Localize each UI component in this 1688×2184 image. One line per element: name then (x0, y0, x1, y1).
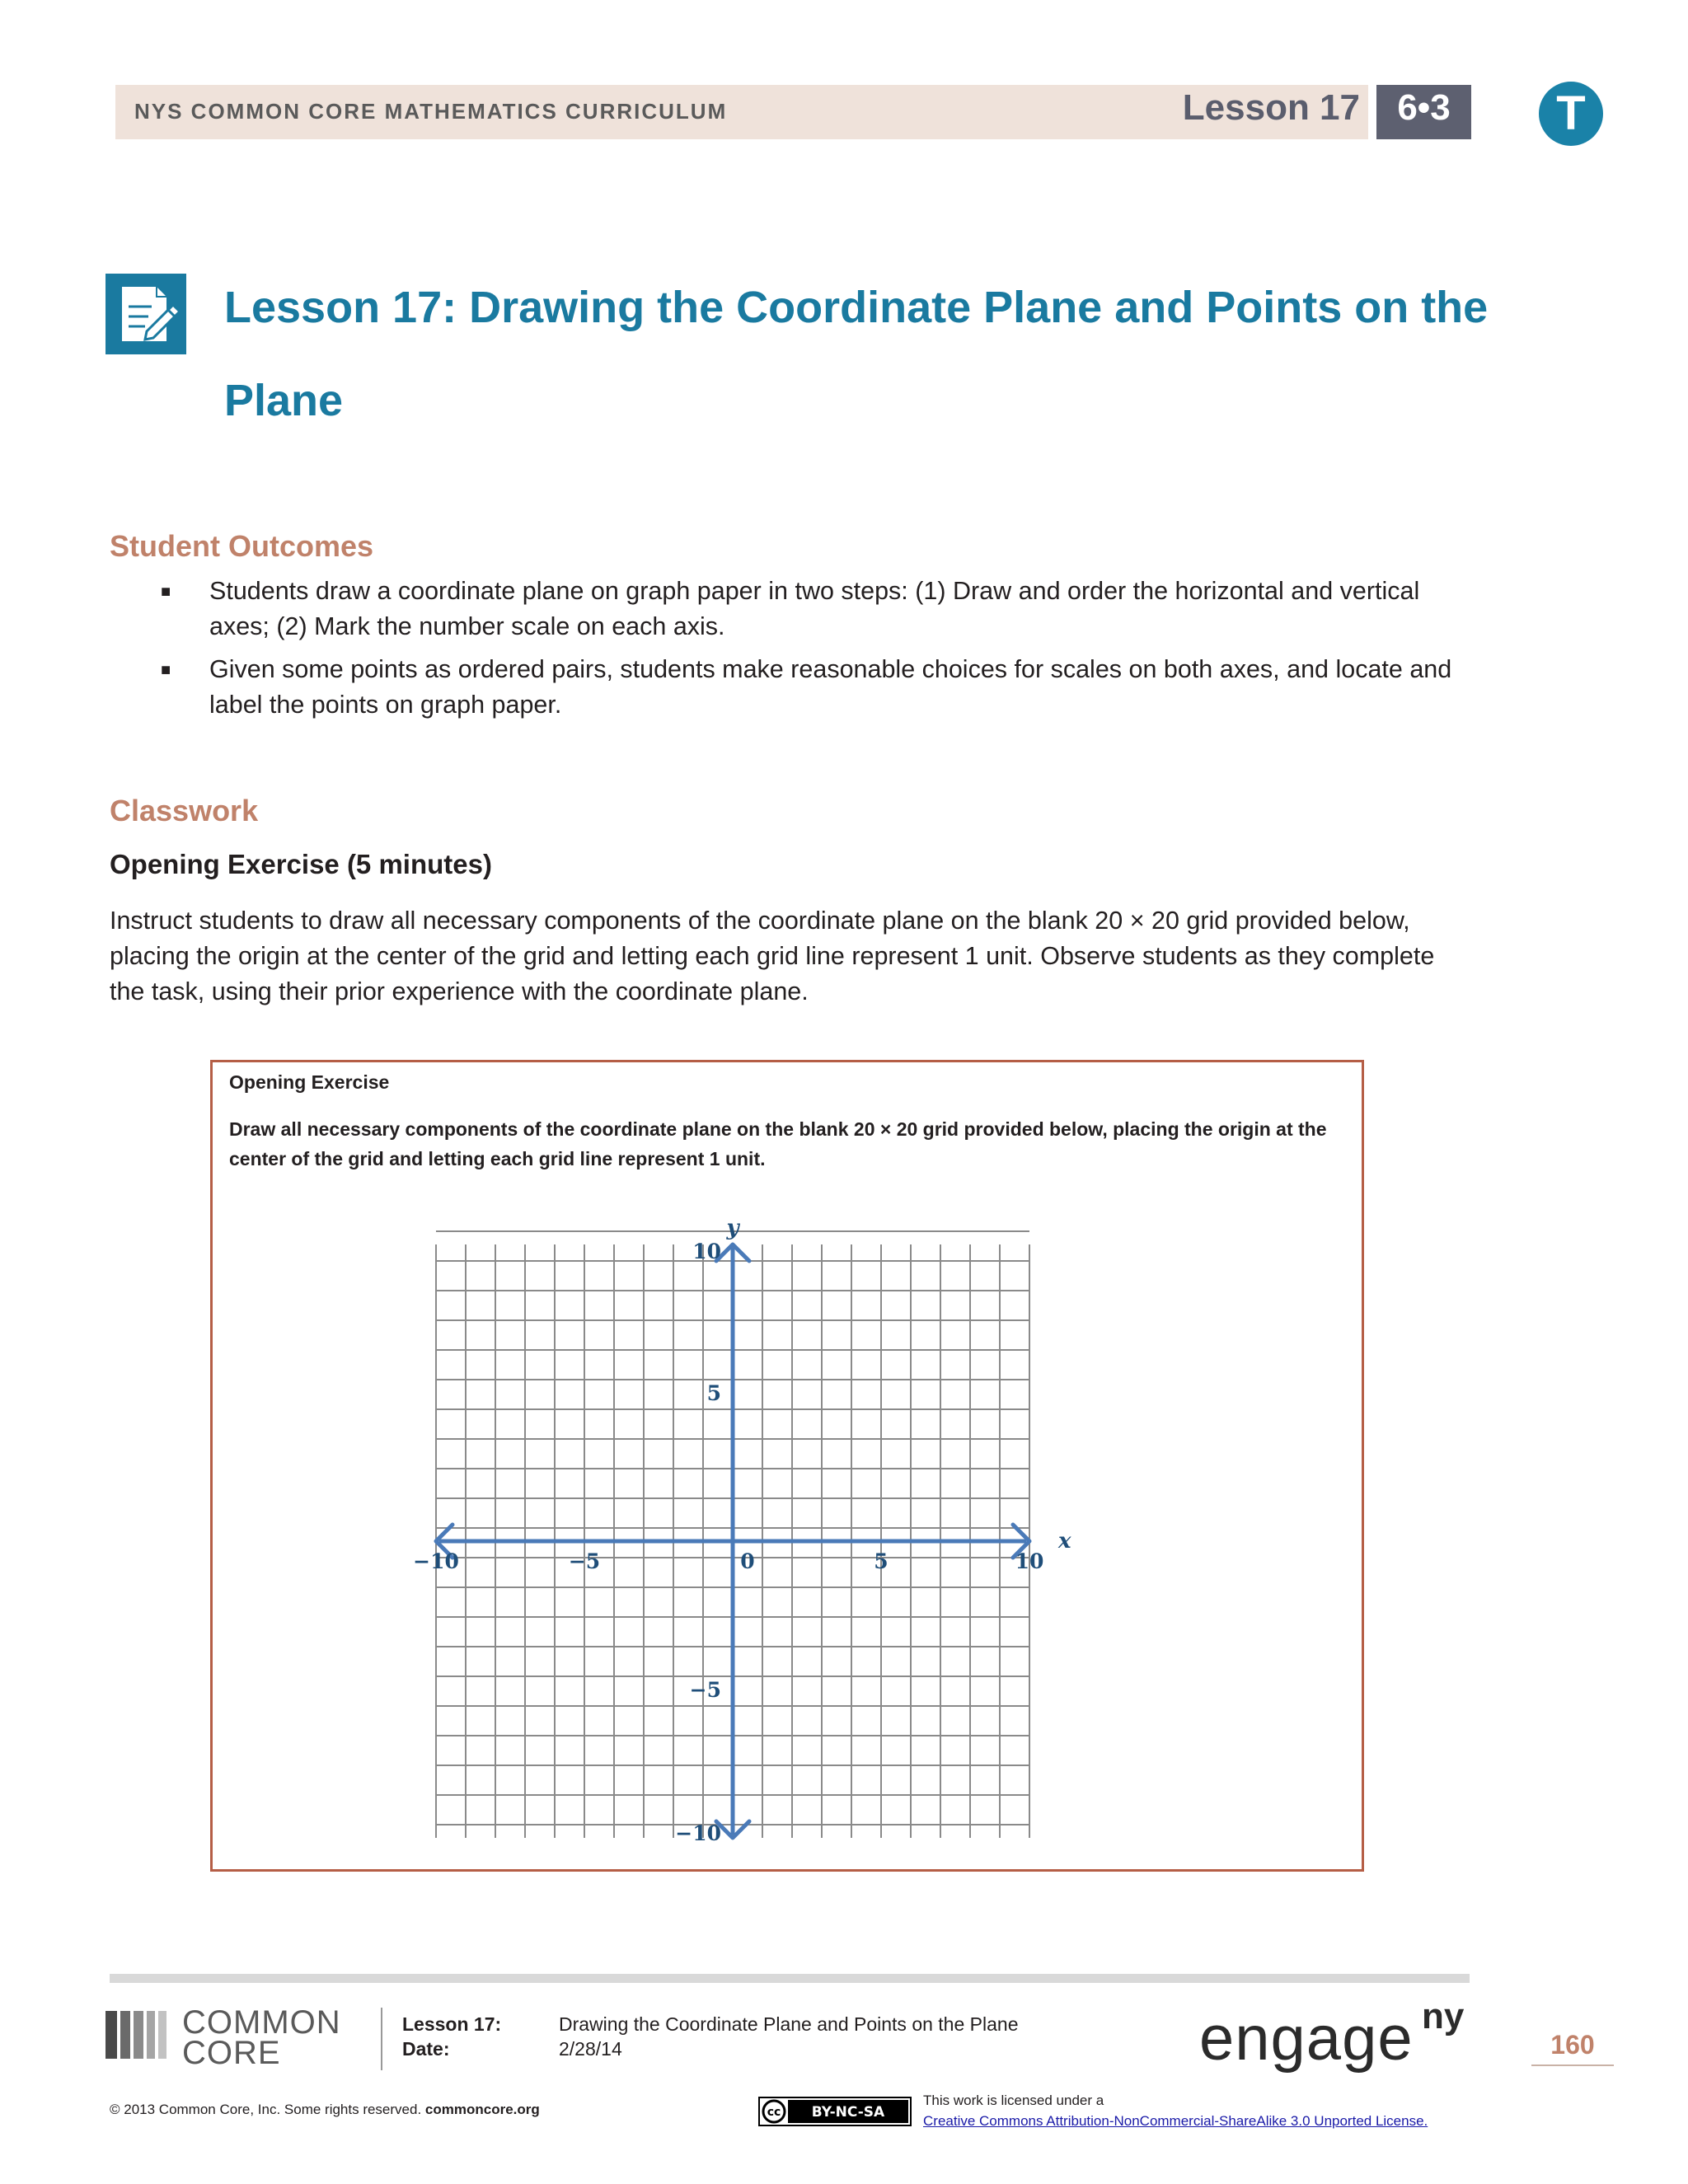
license-text: This work is licensed under a (923, 2093, 1104, 2108)
cc-license-badge-icon (758, 2097, 912, 2126)
teacher-instruction: Instruct students to draw all necessary components of the coordinate plane on the blank 20 × 20 grid provided below, placing the origin at the center of the grid and letting each grid line represent 1 unit. Observe students as they complete the task, using their prior experience with the coordinate plane. (110, 907, 1435, 1005)
student-outcomes-heading: Student Outcomes (110, 529, 374, 563)
bullet-square-icon: ■ (161, 661, 171, 679)
opening-exercise-heading: Opening Exercise (5 minutes) (110, 849, 492, 879)
exercise-box-text: Draw all necessary components of the coordinate plane on the blank 20 × 20 grid provided below, placing the origin at the center of the grid and letting each grid line represent 1 unit. (229, 1118, 1327, 1169)
engageny-logo: engage (1199, 2004, 1414, 2074)
page-number-rule (1531, 2064, 1614, 2066)
footer-date-label: Date: (402, 2038, 450, 2060)
common-core-word-core: CORE (182, 2035, 281, 2071)
outcome-item-2: Given some points as ordered pairs, students make reasonable choices for scales on both axes, and locate and label the points on graph paper. (209, 655, 1452, 719)
copyright-site: commoncore.org (424, 2102, 540, 2117)
common-core-word-common: COMMON (182, 2004, 341, 2041)
license-link[interactable]: Creative Commons Attribution-NonCommercial-ShareAlike 3.0 Unported License. (923, 2113, 1428, 2129)
x-tick-label: −10 (413, 1549, 459, 1573)
page-number: 160 (1550, 2030, 1595, 2060)
y-tick-label: 5 (706, 1381, 721, 1405)
x-axis-label: x (1058, 1529, 1071, 1554)
x-tick-label: −5 (568, 1549, 601, 1573)
copyright-notice (110, 2102, 540, 2118)
footer-lesson-title: Drawing the Coordinate Plane and Points on the Plane (559, 2013, 1019, 2035)
copyright-prefix: © 2013 Common Core, Inc. Some rights reserved. (110, 2102, 425, 2117)
bullet-square-icon: ■ (161, 583, 171, 601)
tick-labels (413, 1216, 1071, 1845)
footer-lesson-label: Lesson 17: (402, 2013, 502, 2035)
module-number: 6•3 (1397, 87, 1451, 128)
x-tick-label: 5 (874, 1549, 889, 1573)
lesson-title-line2: Plane (224, 376, 344, 425)
cc-license-badge-text: BY-NC-SA (811, 2104, 885, 2121)
lesson-title-line1: Lesson 17: Drawing the Coordinate Plane and Points on the (224, 283, 1489, 332)
x-tick-label: 0 (740, 1549, 755, 1573)
svg-text:cc: cc (767, 2106, 781, 2119)
footer-date: 2/28/14 (559, 2038, 622, 2060)
footer-rule (110, 1974, 1470, 1983)
y-tick-label: −5 (689, 1678, 721, 1702)
y-tick-label: −10 (675, 1821, 721, 1845)
x-tick-label: 10 (1015, 1549, 1044, 1573)
header-lesson: Lesson 17 (1182, 87, 1360, 128)
coordinate-plane (413, 1212, 1071, 1854)
y-tick-label: 10 (692, 1240, 721, 1263)
outcome-item-1: Students draw a coordinate plane on graph paper in two steps: (1) Draw and order the horizontal and vertical axes; (2) Mark the number scale on each axis. (209, 577, 1420, 640)
common-core-logo-icon (106, 2008, 171, 2060)
lesson-pencil-icon (106, 274, 186, 354)
teacher-badge: T (1539, 82, 1603, 146)
y-axis-label: y (726, 1216, 739, 1240)
classwork-heading: Classwork (110, 794, 259, 827)
exercise-box-title: Opening Exercise (229, 1071, 390, 1093)
engageny-logo-ny: ny (1422, 1996, 1465, 2036)
footer-divider (381, 2008, 382, 2070)
curriculum-name: NYS COMMON CORE MATHEMATICS CURRICULUM (134, 99, 728, 124)
